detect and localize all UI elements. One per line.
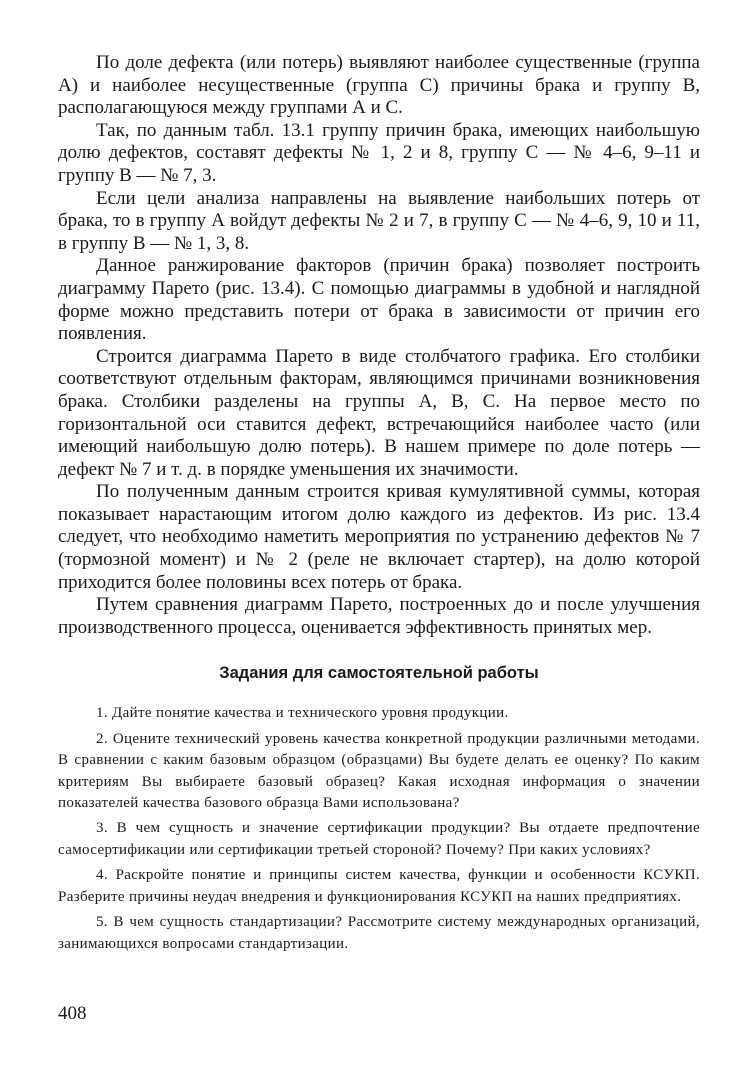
section-title: Задания для самостоятельной работы (219, 664, 539, 683)
paragraph-6: По полученным данным строится кривая кумулятивной суммы, которая показывает нарастающим итогом долю каждого из дефектов. Из рис. 13.4 следует, что необходимо наметить мероприятия по устранению дефектов № 7 (тормозной момент) и № 2 (реле не включает стартер), на долю которой приходится более половины всех потерь от брака. (58, 481, 700, 593)
task-item-4: 4. Раскройте понятие и принципы систем качества, функции и особенности КСУКП. Разберите причины неудач внедрения и функционирования КСУКП на наших предприятиях. (58, 867, 700, 905)
paragraph-3: Если цели анализа направлены на выявление наибольших потерь от брака, то в группу А войдут дефекты № 2 и 7, в группу С — № 4–6, 9, 10 и 11, в группу В — № 1, 3, 8. (58, 187, 700, 254)
task-item-2: 2. Оцените технический уровень качества конкретной продукции различными методами. В сравнении с каким базовым образцом (образцами) Вы будете делать ее оценку? По каким критериям Вы выбираете базовый образец? Какая исходная информация о значении показателей качества базового образца Вами использована? (58, 730, 700, 812)
paragraph-4: Данное ранжирование факторов (причин брака) позволяет построить диаграмму Парето (рис. 13.4). С помощью диаграммы в удобной и наглядной форме можно представить потери от брака в зависимости от причин его появления. (58, 255, 700, 345)
book-page (58, 52, 700, 959)
paragraph-2: Так, по данным табл. 13.1 группу причин брака, имеющих наибольшую долю дефектов, составят дефекты № 1, 2 и 8, группу С — № 4–6, 9–11 и группу В — № 7, 3. (58, 119, 700, 186)
task-item-3: 3. В чем сущность и значение сертификации продукции? Вы отдаете предпочтение самосертификации или сертификации третьей стороной? Почему? При каких условиях? (58, 820, 700, 858)
task-item-1: 1. Дайте понятие качества и технического уровня продукции. (96, 705, 509, 722)
paragraph-5: Строится диаграмма Парето в виде столбчатого графика. Его столбики соответствуют отдельным факторам, являющимся причинами возникновения брака. Столбики разделены на группы А, В, С. На первое место по горизонтальной оси ставится дефект, встречающийся наиболее часто (или имеющий наибольшую долю потерь). В нашем примере по доле потерь — дефект № 7 и т. д. в порядке уменьшения их значимости. (58, 345, 700, 480)
paragraph-1: По доле дефекта (или потерь) выявляют наиболее существенные (группа А) и наиболее несущественные (группа С) причины брака и группу В, располагающуюся между группами А и С. (58, 52, 700, 119)
page-number: 408 (58, 1003, 87, 1024)
task-item-5: 5. В чем сущность стандартизации? Рассмотрите систему международных организаций, занимающихся вопросами стандартизации. (58, 914, 700, 952)
paragraph-7: Путем сравнения диаграмм Парето, построенных до и после улучшения производственного процесса, оценивается эффективность принятых мер. (58, 594, 700, 638)
